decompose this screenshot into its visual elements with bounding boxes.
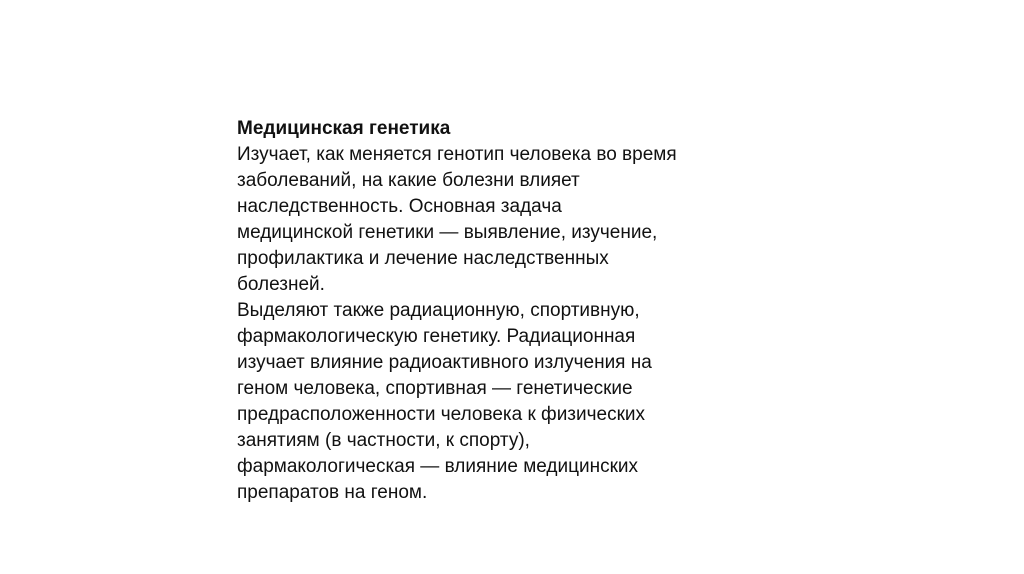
text-line: предрасположенности человека к физических (237, 404, 646, 425)
slide-title: Медицинская генетика (237, 118, 451, 139)
text-line: геном человека, спортивная — генетические (237, 378, 633, 399)
text-line: заболеваний, на какие болезни влияет (237, 170, 580, 191)
text-line: препаратов на геном. (237, 482, 428, 503)
text-line: фармакологическая — влияние медицинских (237, 456, 639, 477)
text-block (237, 116, 757, 506)
text-line: занятиям (в частности, к спорту), (237, 430, 530, 451)
text-line: Выделяют также радиационную, спортивную, (237, 300, 640, 321)
text-line: фармакологическую генетику. Радиационная (237, 326, 636, 347)
text-line: медицинской генетики — выявление, изучение, (237, 222, 658, 243)
text-line: болезней. (237, 274, 325, 295)
text-line: изучает влияние радиоактивного излучения на (237, 352, 652, 373)
text-line: наследственность. Основная задача (237, 196, 562, 217)
text-line: Изучает, как меняется генотип человека во время (237, 144, 677, 165)
text-line: профилактика и лечение наследственных (237, 248, 609, 269)
